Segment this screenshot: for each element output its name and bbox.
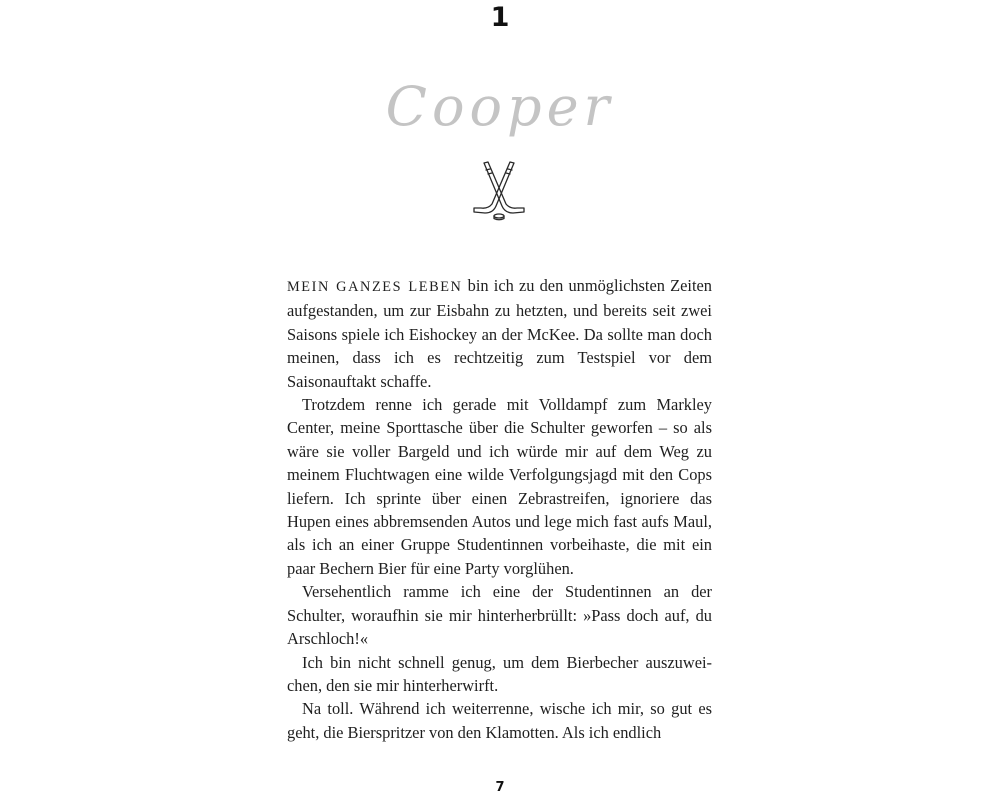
chapter-name: Cooper [385, 75, 615, 138]
paragraph: Na toll. Während ich weiterrenne, wische ich mir, so gut es geht, die Bierspritzer von den Klamotten. Als ich endlich [287, 699, 712, 742]
paragraph: Ich bin nicht schnell genug, um dem Bierbecher auszuweichen, den sie mir hinterherwirft. [287, 652, 712, 695]
paragraph-text: bin ich zu den unmöglichsten Zeiten aufgestanden, um zur Eisbahn zu hetzten, und bereits seit zwei Saisons spiele ich Eishockey an der McKee. Da sollte man doch meinen, dass ich es rechtzeitig zum Testspiel vor dem Saisonauftakt schaffe. [287, 276, 712, 391]
crossed-hockey-sticks-icon [470, 160, 528, 222]
chapter-body-text [287, 274, 712, 744]
paragraph: Trotzdem renne ich gerade mit Volldampf zum Markley Center, meine Sporttasche über die Schulter geworfen – so als wäre sie voller Bargeld und ich würde mir auf dem Weg zu meinem Fluchtwagen eine wilde Verfolgungsjagd mit den Cops liefern. Ich sprinte über einen Zebrastreifen, ignoriere das Hupen eines abbremsenden Autos und lege mich fast aufs Maul, als ich an einer Gruppe Studentinnen vorbeihaste, die mit ein paar Bechern Bier für eine Party vorglühen. [287, 395, 712, 578]
paragraph [287, 274, 712, 393]
page-number: 7 [495, 780, 505, 795]
lead-in-smallcaps: MEIN GANZES LEBEN [287, 279, 463, 295]
paragraph: Versehentlich ramme ich eine der Studentinnen an der Schulter, woraufhin sie mir hinterherbrüllt: »Pass doch auf, du Arschloch!« [287, 582, 712, 649]
chapter-number: 1 [490, 2, 510, 33]
